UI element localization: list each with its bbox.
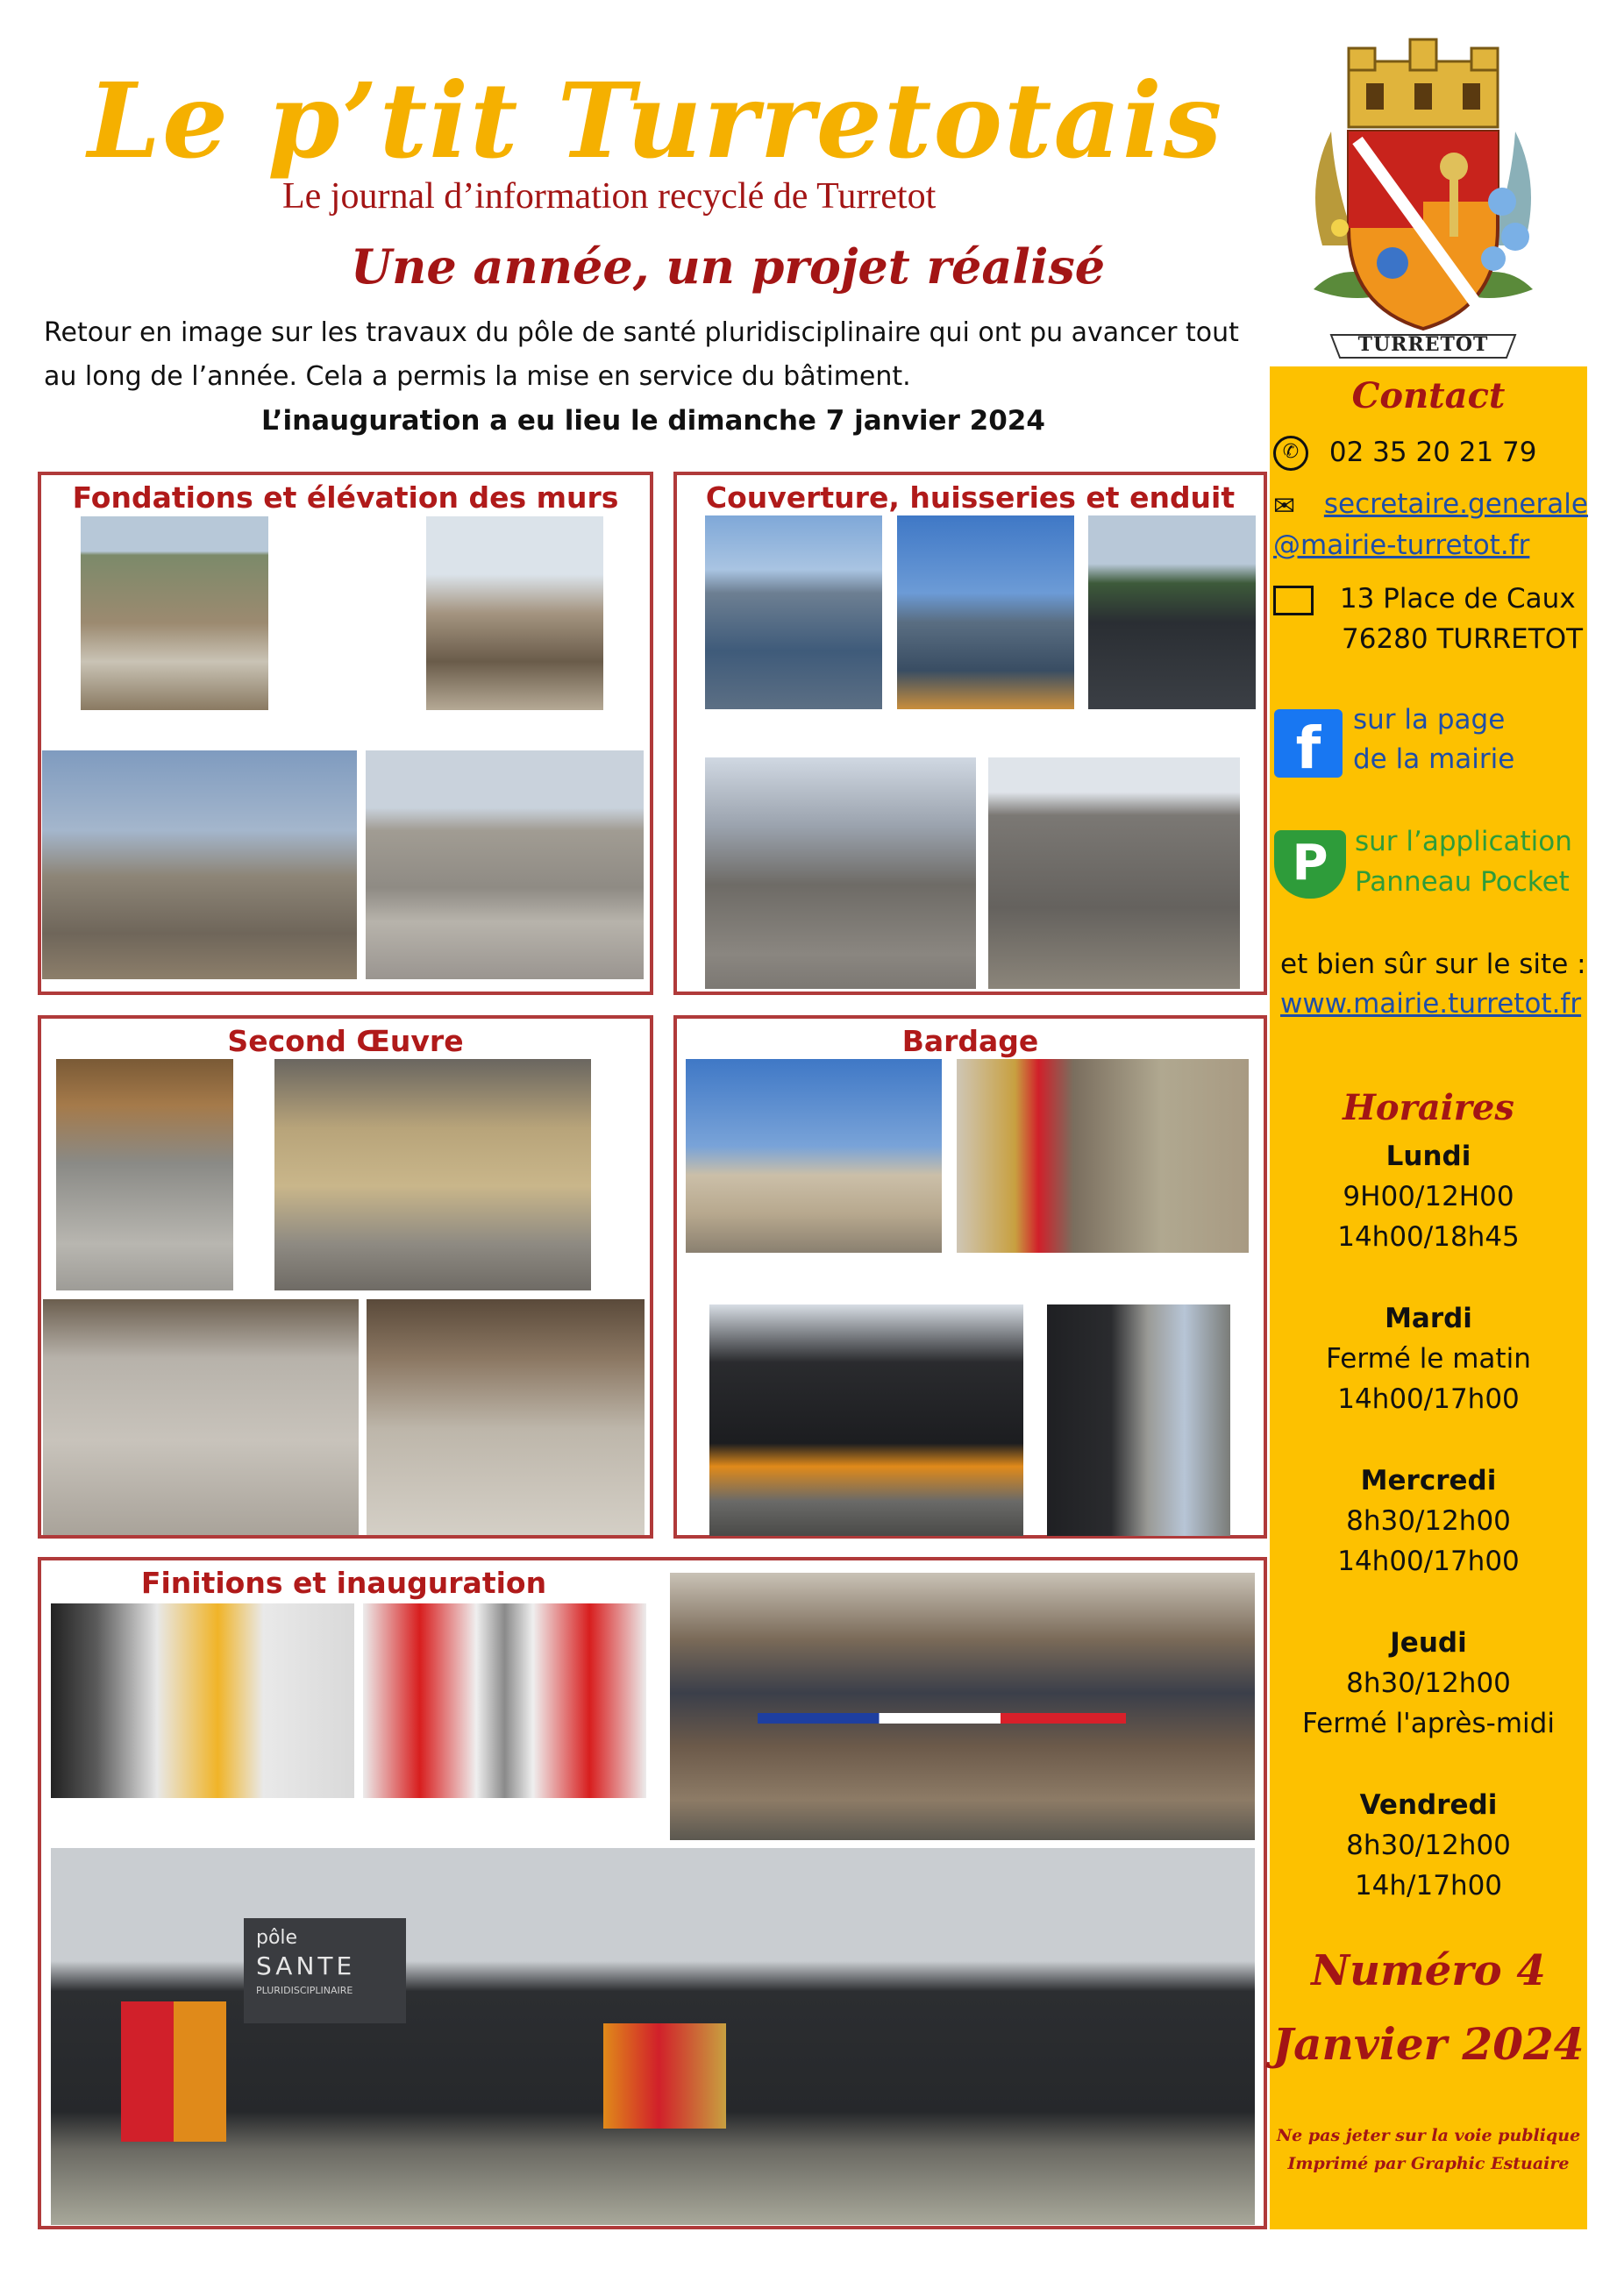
section-title-second-oeuvre: Second Œuvre [227,1024,464,1058]
photo-ribbon-cutting [670,1573,1255,1840]
mailbox-icon [1273,586,1314,615]
phone-row [1273,436,1537,471]
photo-interior-openings [705,757,976,989]
issue-number: Numéro 4 [1311,1946,1546,1995]
hours-day: Mardi [1385,1303,1472,1334]
photo-foundation-site [81,516,268,710]
photo-wall-blocks [42,750,357,979]
address-row-2 [1342,623,1583,655]
hours-line: 14h00/18h45 [1337,1221,1520,1253]
pole-sign-line2: SANTE [256,1951,356,1980]
facebook-text-line1[interactable]: sur la page [1353,704,1506,736]
hours-block-vendredi [1270,1785,1587,1906]
issue-date: Janvier 2024 [1272,2018,1585,2070]
hours-day: Vendredi [1359,1789,1498,1821]
photo-walkway-cladding [1047,1304,1230,1536]
email-row-2 [1273,530,1529,561]
pole-sign-line3: PLURIDISCIPLINAIRE [256,1985,353,1996]
photo-roof-panels [705,515,882,709]
photo-waiting-room-left [51,1603,354,1798]
app-text-line1[interactable]: sur l’application [1355,826,1572,857]
hours-line: Fermé le matin [1326,1343,1531,1375]
hours-line: 14h00/17h00 [1337,1546,1520,1577]
section-title-bardage: Bardage [901,1024,1039,1058]
photo-roof-membrane [1088,515,1256,709]
section-finitions [38,1557,1267,2229]
pole-sante-sign [244,1918,406,2023]
hours-line: 14h00/17h00 [1337,1383,1520,1415]
site-label: et bien sûr sur le site : [1280,949,1586,980]
hours-block-mercredi [1270,1461,1587,1582]
photo-bardage-colors [957,1059,1249,1253]
section-bardage [673,1015,1267,1539]
photo-interior-framing [56,1059,233,1290]
section-second-oeuvre [38,1015,653,1539]
facebook-icon[interactable]: f [1274,709,1343,778]
newsletter-subtitle: Le journal d’information recyclé de Turretot [282,176,937,217]
section-title-couverture: Couverture, huisseries et enduit [705,480,1236,515]
facebook-text-line2[interactable]: de la mairie [1353,743,1515,775]
section-title-fondations: Fondations et élévation des murs [72,480,619,515]
photo-walls-elevation [366,750,644,979]
hours-day: Jeudi [1390,1627,1467,1659]
crest-banner-text: TURRETOT [1357,333,1489,356]
hours-block-jeudi [1270,1623,1587,1744]
footer-note-1: Ne pas jeter sur la voie publique [1276,2126,1581,2145]
site-url-link[interactable]: www.mairie.turretot.fr [1280,988,1582,1020]
section-couverture [673,472,1267,995]
footer-note-2: Imprimé par Graphic Estuaire [1287,2154,1570,2173]
hours-day: Mercredi [1360,1465,1497,1496]
hours-line: Fermé l'après-midi [1302,1708,1555,1739]
section-fondations [38,472,653,995]
article-headline: Une année, un projet réalisé [351,238,1106,295]
email-link-line2[interactable]: @mairie-turretot.fr [1273,530,1530,561]
entrance-color-panels [121,2001,226,2142]
address-row [1273,583,1576,615]
section-title-finitions: Finitions et inauguration [140,1566,547,1600]
app-text-line2[interactable]: Panneau Pocket [1355,866,1570,898]
photo-roof-blue-sky [897,515,1074,709]
photo-scaffolding-facade [988,757,1240,989]
hours-line: 8h30/12h00 [1346,1505,1511,1537]
hours-block-lundi [1270,1136,1587,1257]
tricolor-ribbon [758,1713,1126,1724]
photo-interior-ceiling [367,1299,645,1535]
email-icon: ✉ [1273,490,1296,522]
hours-line: 8h30/12h00 [1346,1830,1511,1861]
article-intro: Retour en image sur les travaux du pôle de santé pluridisciplinaire qui ont pu avancer tout au long de l’année. Cela a permis la mise en service du bâtiment. [44,317,1239,392]
pole-sign-line1: pôle [256,1927,298,1949]
photo-pole-sante-building [51,1848,1255,2225]
address-line1: 13 Place de Caux [1339,583,1576,615]
photo-crane-site [426,516,603,710]
hours-line: 9H00/12H00 [1343,1181,1514,1212]
panneau-pocket-icon[interactable]: P [1274,830,1346,899]
email-link-line1[interactable]: secretaire.generale [1323,488,1588,520]
photo-insulation-walls [274,1059,591,1290]
photo-corridor-right [363,1603,646,1798]
email-row [1273,488,1588,521]
address-line2: 76280 TURRETOT [1342,623,1584,655]
hours-block-mardi [1270,1298,1587,1419]
hours-day: Lundi [1385,1141,1471,1172]
photo-interior-plaster [43,1299,359,1535]
contact-heading: Contact [1351,375,1506,416]
side-color-panels [603,2023,726,2129]
photo-black-cladding [709,1304,1023,1536]
photo-building-exterior [686,1059,942,1253]
phone-number: 02 35 20 21 79 [1328,436,1537,468]
inauguration-date: L’inauguration a eu lieu le dimanche 7 janvier 2024 [261,405,1045,437]
hours-heading: Horaires [1343,1087,1514,1128]
hours-line: 8h30/12h00 [1346,1667,1511,1699]
phone-icon: ✆ [1273,436,1308,471]
hours-line: 14h/17h00 [1354,1870,1503,1901]
town-crest-logo [1296,26,1550,368]
newsletter-title: Le p’tit Turretotais [88,60,1224,181]
